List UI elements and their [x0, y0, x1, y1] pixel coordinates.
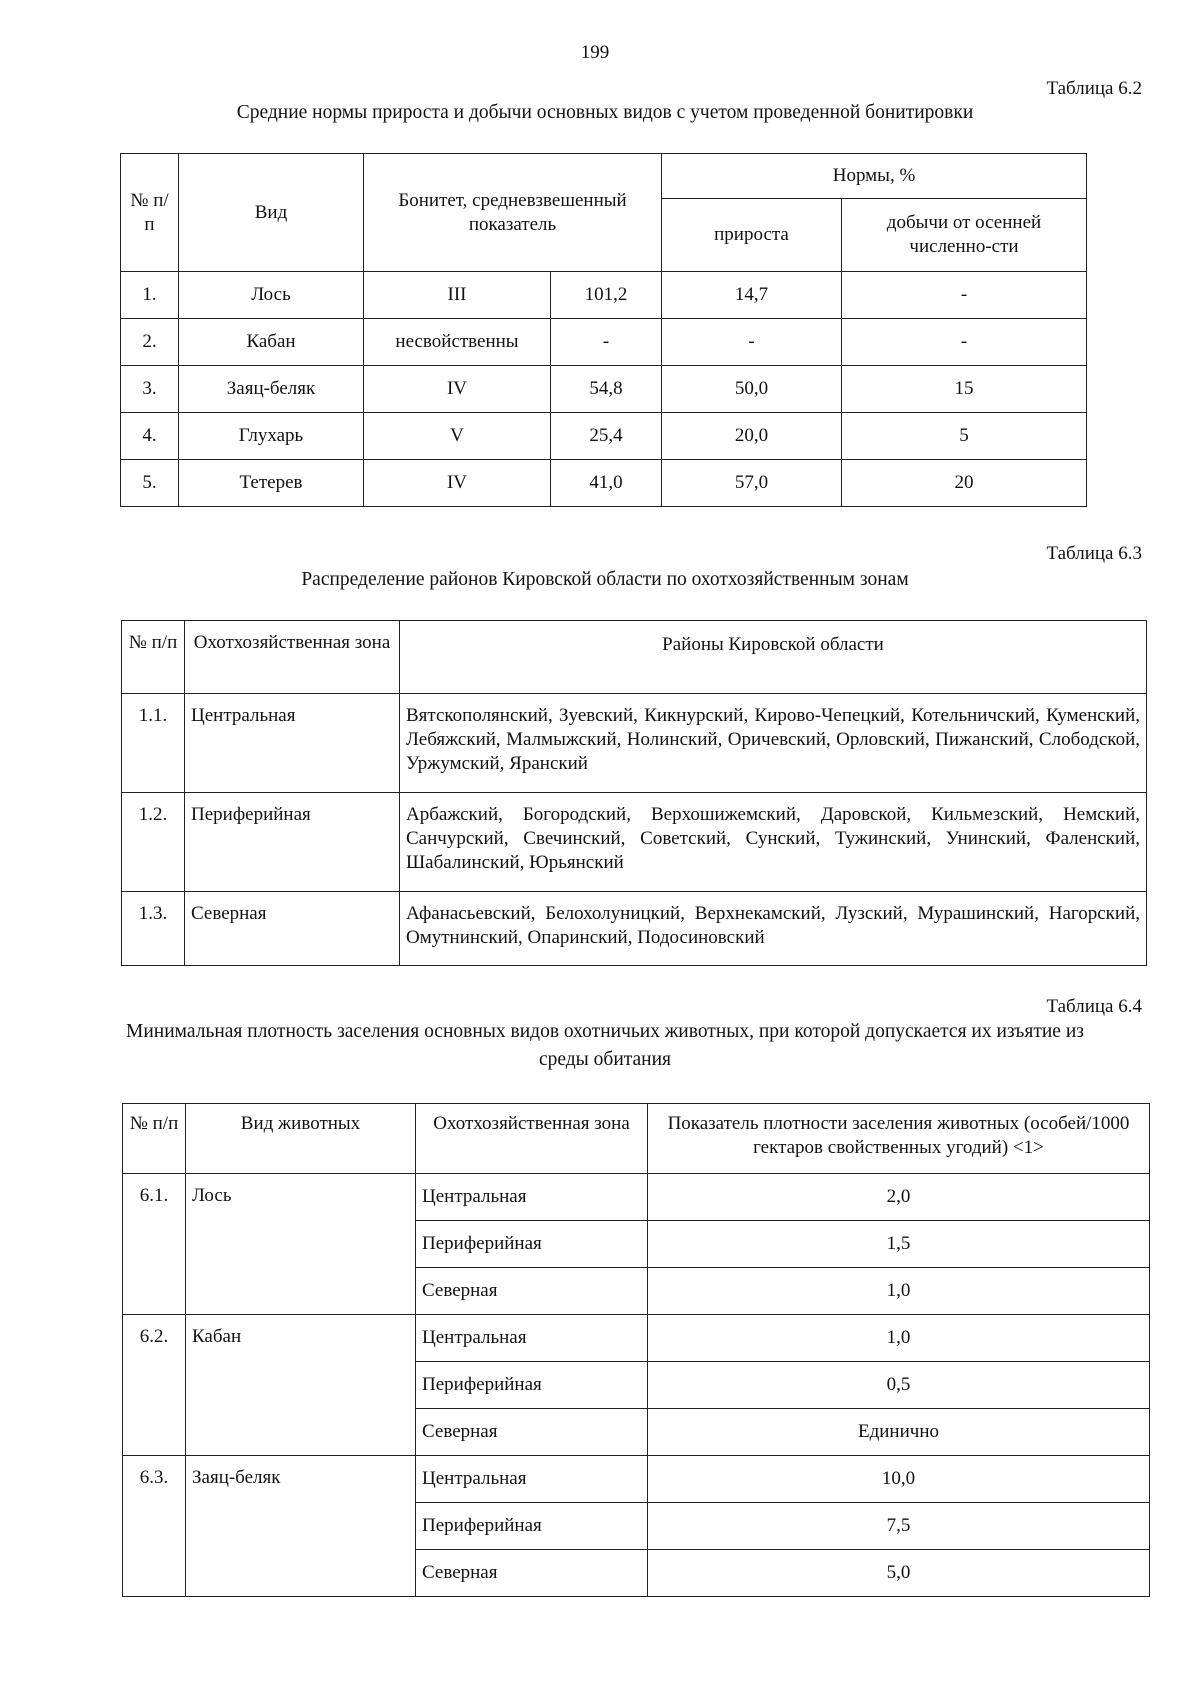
cell-species: Тетерев	[179, 460, 364, 507]
cell-harvest: 5	[842, 413, 1087, 460]
cell-growth: 20,0	[662, 413, 842, 460]
table-6-4	[122, 1103, 1150, 1597]
table-6-2-caption: Таблица 6.2	[1046, 78, 1142, 99]
cell-class: IV	[364, 366, 551, 413]
cell-zone: Периферийная	[416, 1503, 648, 1550]
cell-districts: Афанасьевский, Белохолуницкий, Верхнекамский, Лузский, Мурашинский, Нагорский, Омутнинский, Опаринский, Подосиновский	[400, 892, 1147, 966]
header-species: Вид животных	[186, 1104, 416, 1174]
cell-index: 54,8	[551, 366, 662, 413]
cell-class: несвойственны	[364, 319, 551, 366]
cell-species: Заяц-беляк	[186, 1456, 416, 1597]
cell-zone: Периферийная	[185, 793, 400, 892]
cell-harvest: 15	[842, 366, 1087, 413]
header-species: Вид	[179, 154, 364, 272]
table-row	[121, 366, 1087, 413]
cell-index: 41,0	[551, 460, 662, 507]
table-6-2-title: Средние нормы прироста и добычи основных видов с учетом проведенной бонитировки	[236, 102, 974, 123]
header-num: № п/п	[123, 1104, 186, 1174]
cell-zone: Центральная	[185, 694, 400, 793]
cell-harvest: -	[842, 272, 1087, 319]
table-row	[123, 1456, 1150, 1503]
header-num: № п/п	[122, 621, 185, 694]
table-6-2	[120, 153, 1087, 507]
cell-species: Глухарь	[179, 413, 364, 460]
table-row	[121, 272, 1087, 319]
header-zone: Охотхозяйственная зона	[416, 1104, 648, 1174]
cell-growth: -	[662, 319, 842, 366]
cell-index: 101,2	[551, 272, 662, 319]
header-zone: Охотхозяйственная зона	[185, 621, 400, 694]
cell-zone: Северная	[185, 892, 400, 966]
cell-zone: Северная	[416, 1550, 648, 1597]
table-6-4-title: Минимальная плотность заселения основных видов охотничьих животных, при которой допускается их изъятие из среды обитания	[126, 1021, 1084, 1070]
cell-density: 7,5	[648, 1503, 1150, 1550]
cell-num: 1.3.	[122, 892, 185, 966]
cell-harvest: 20	[842, 460, 1087, 507]
cell-growth: 57,0	[662, 460, 842, 507]
table-6-4-caption: Таблица 6.4	[1046, 996, 1142, 1017]
cell-num: 3.	[121, 366, 179, 413]
cell-districts: Вятскополянский, Зуевский, Кикнурский, Кирово-Чепецкий, Котельничский, Куменский, Лебяжский, Малмыжский, Нолинский, Оричевский, Орловский, Пижанский, Слободской, Уржумский, Яранский	[400, 694, 1147, 793]
cell-density: 10,0	[648, 1456, 1150, 1503]
cell-species: Кабан	[186, 1315, 416, 1456]
header-growth: прироста	[662, 199, 842, 272]
cell-num: 1.2.	[122, 793, 185, 892]
cell-harvest: -	[842, 319, 1087, 366]
cell-num: 6.3.	[123, 1456, 186, 1597]
cell-density: 1,0	[648, 1268, 1150, 1315]
cell-zone: Северная	[416, 1268, 648, 1315]
cell-zone: Периферийная	[416, 1221, 648, 1268]
cell-zone: Центральная	[416, 1456, 648, 1503]
cell-species: Лось	[179, 272, 364, 319]
cell-density: 0,5	[648, 1362, 1150, 1409]
cell-species: Кабан	[179, 319, 364, 366]
header-num: № п/п	[121, 154, 179, 272]
cell-zone: Северная	[416, 1409, 648, 1456]
cell-districts: Арбажский, Богородский, Верхошижемский, Даровской, Кильмезский, Немский, Санчурский, Свечинский, Советский, Сунский, Тужинский, Унинский, Фаленский, Шабалинский, Юрьянский	[400, 793, 1147, 892]
header-density: Показатель плотности заселения животных (особей/1000 гектаров свойственных угодий) <1>	[648, 1104, 1150, 1174]
cell-zone: Периферийная	[416, 1362, 648, 1409]
table-row	[121, 319, 1087, 366]
table-row	[122, 793, 1147, 892]
cell-class: V	[364, 413, 551, 460]
cell-growth: 14,7	[662, 272, 842, 319]
table-row	[123, 1174, 1150, 1221]
cell-num: 6.2.	[123, 1315, 186, 1456]
cell-density: Единично	[648, 1409, 1150, 1456]
cell-num: 5.	[121, 460, 179, 507]
cell-species: Лось	[186, 1174, 416, 1315]
cell-density: 1,0	[648, 1315, 1150, 1362]
cell-density: 5,0	[648, 1550, 1150, 1597]
table-row	[123, 1315, 1150, 1362]
header-bonitet: Бонитет, средневзвешенный показатель	[364, 154, 662, 272]
cell-zone: Центральная	[416, 1174, 648, 1221]
cell-density: 2,0	[648, 1174, 1150, 1221]
header-harvest: добычи от осенней численно-сти	[842, 199, 1087, 272]
cell-index: -	[551, 319, 662, 366]
table-row	[122, 694, 1147, 793]
cell-zone: Центральная	[416, 1315, 648, 1362]
cell-class: IV	[364, 460, 551, 507]
cell-species: Заяц-беляк	[179, 366, 364, 413]
table-6-3-caption: Таблица 6.3	[1046, 543, 1142, 564]
cell-density: 1,5	[648, 1221, 1150, 1268]
table-row	[122, 892, 1147, 966]
cell-num: 1.	[121, 272, 179, 319]
cell-num: 2.	[121, 319, 179, 366]
header-norms: Нормы, %	[662, 154, 1087, 199]
header-districts: Районы Кировской области	[400, 621, 1147, 694]
cell-growth: 50,0	[662, 366, 842, 413]
page-number: 199	[580, 42, 610, 63]
table-6-3-title: Распределение районов Кировской области по охотхозяйственным зонам	[301, 569, 909, 590]
table-row	[121, 460, 1087, 507]
cell-num: 4.	[121, 413, 179, 460]
cell-index: 25,4	[551, 413, 662, 460]
table-6-3	[121, 620, 1147, 966]
table-row	[121, 413, 1087, 460]
cell-class: III	[364, 272, 551, 319]
cell-num: 6.1.	[123, 1174, 186, 1315]
cell-num: 1.1.	[122, 694, 185, 793]
